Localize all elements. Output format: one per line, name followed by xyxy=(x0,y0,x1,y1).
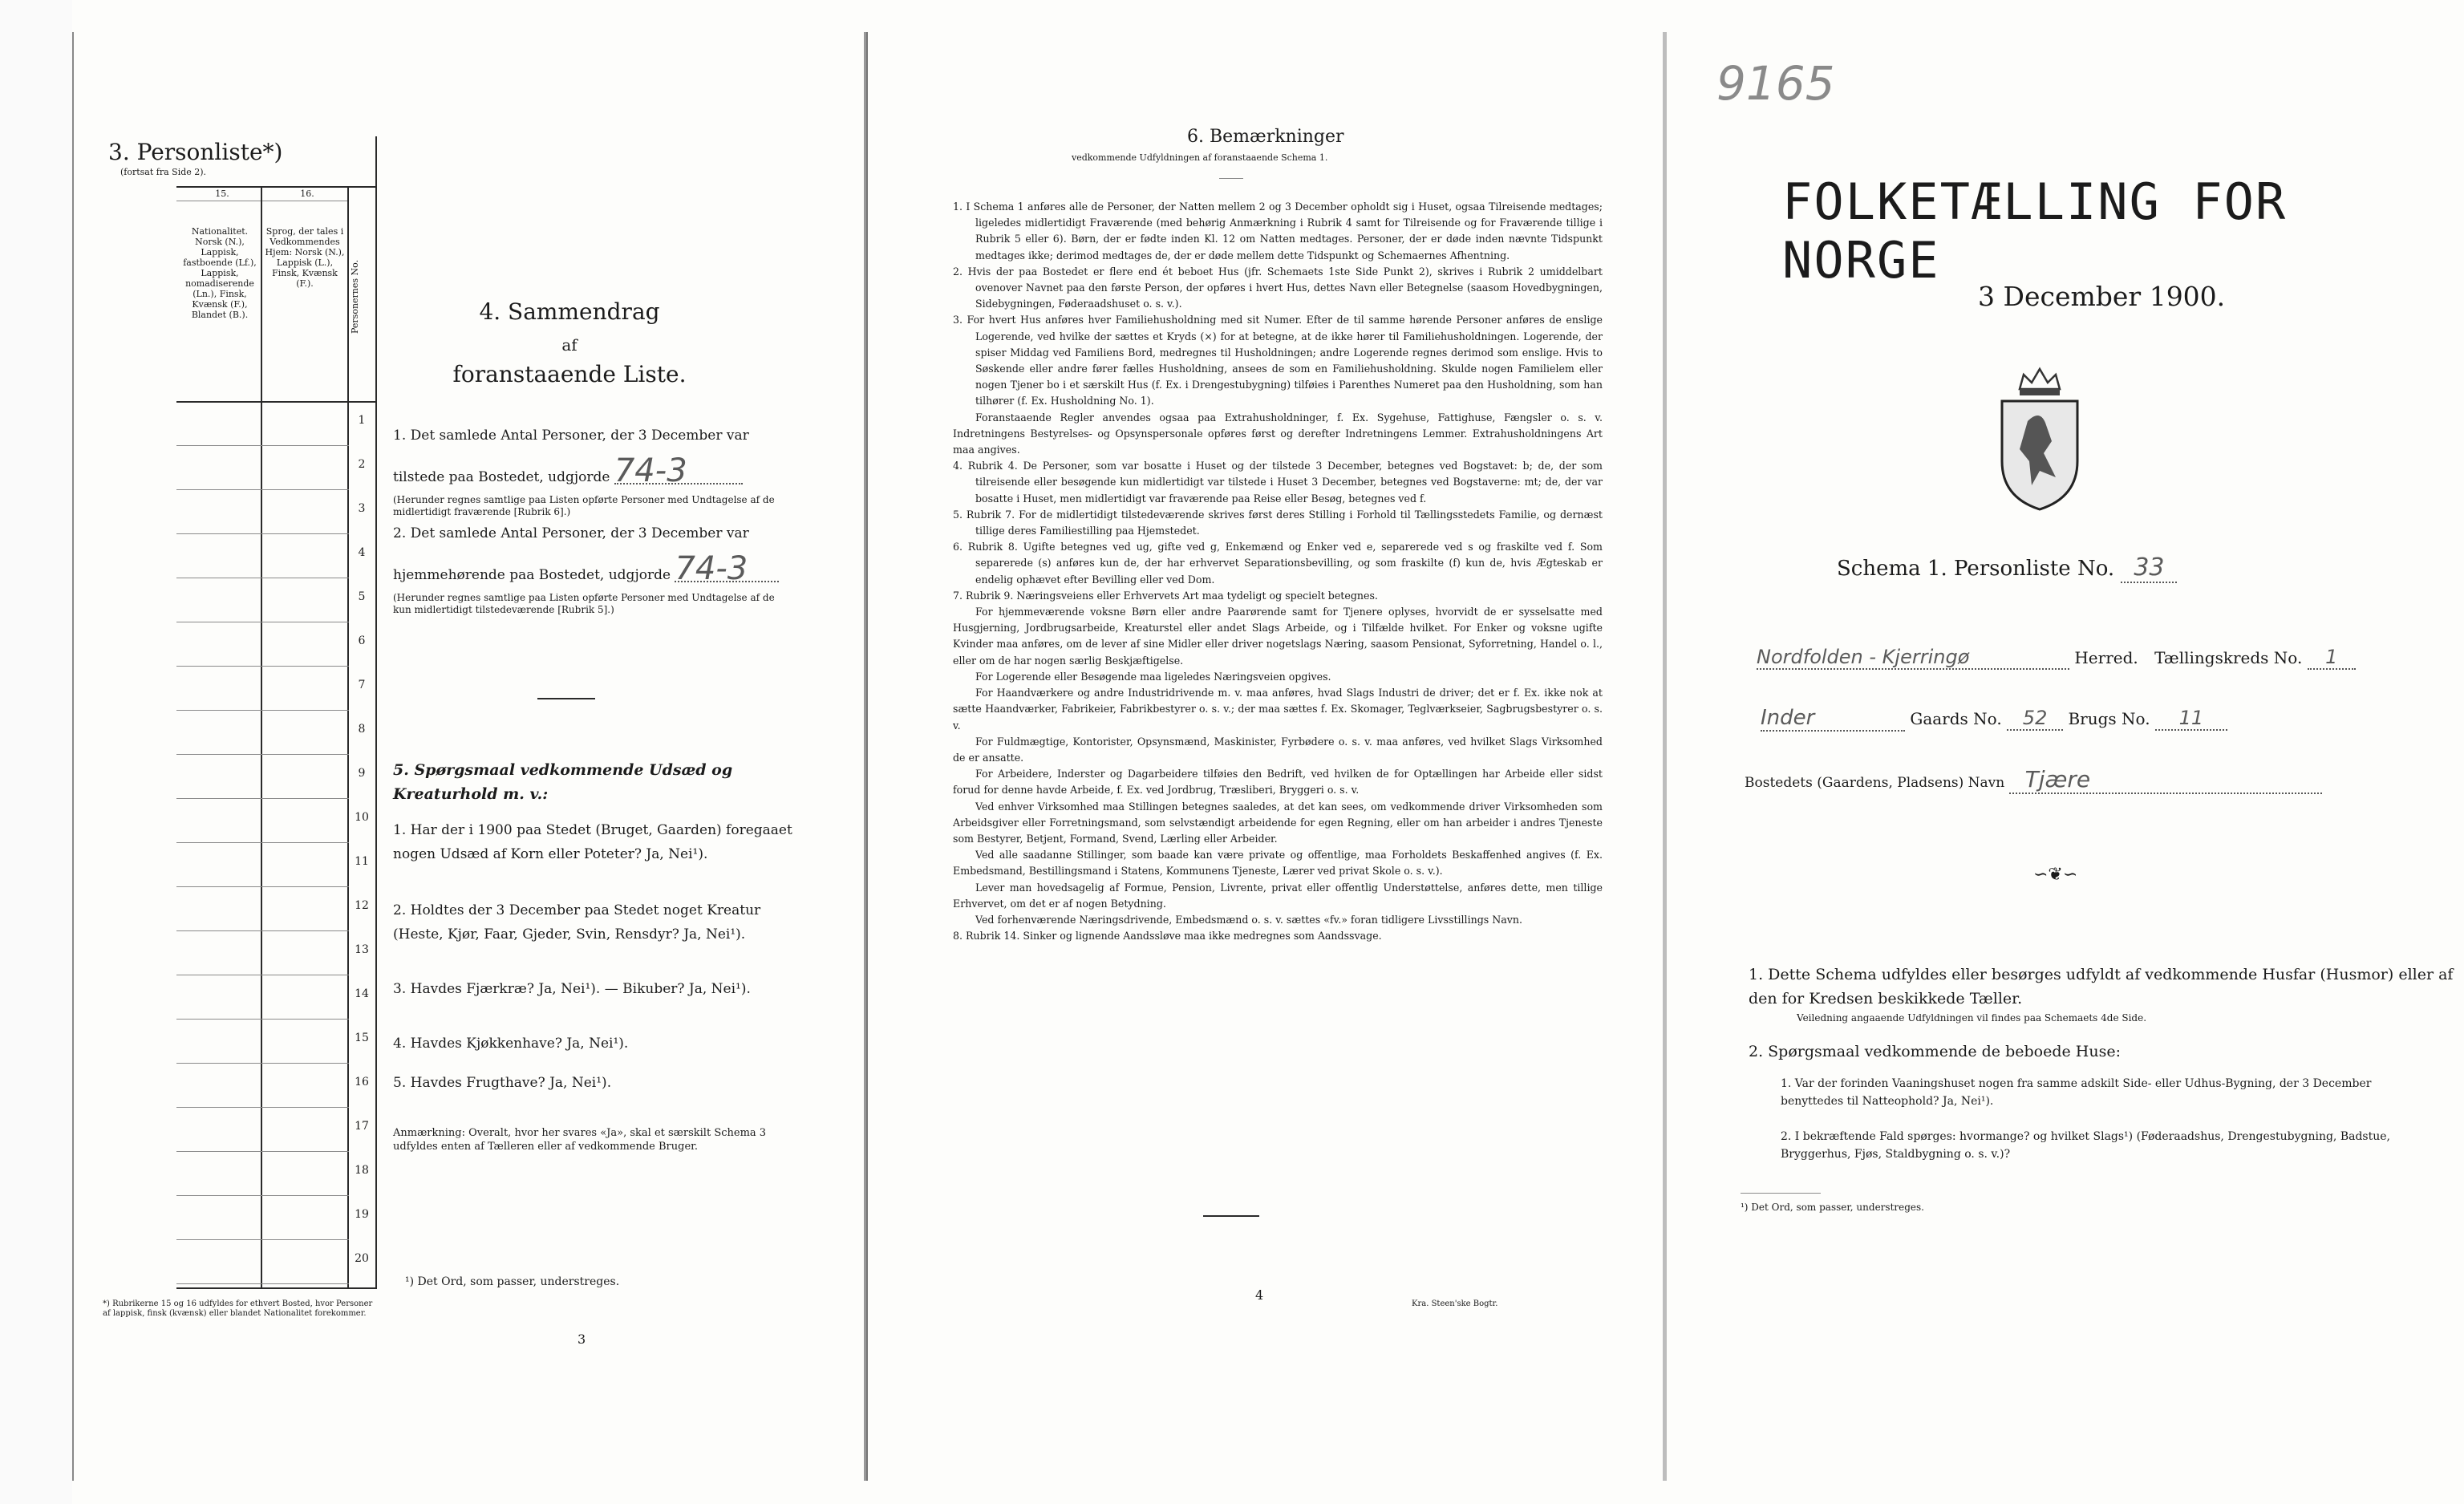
item2-line-a: 2. Det samlede Antal Personer, der 3 December var xyxy=(393,525,749,541)
house-question-1: 1. Var der forinden Vaaningshuset nogen fra samme adskilt Side- eller Udhus-Bygning, der 3 December benyttedes til Natteophold? Ja, Nei¹). xyxy=(1781,1077,2372,1108)
table-row-rule xyxy=(176,930,349,931)
item2-line-b xyxy=(393,550,810,587)
bosted-line xyxy=(1745,766,2322,794)
kreds-label: Tællingskreds No. xyxy=(2154,648,2303,667)
table-bottom-rule xyxy=(176,1287,377,1289)
personliste-subtitle: (fortsat fra Side 2). xyxy=(120,167,207,177)
table-row-number: 13 xyxy=(355,943,369,956)
herred-line xyxy=(1757,646,2356,670)
question-4: 4. Havdes Kjøkkenhave? Ja, Nei¹). xyxy=(393,1036,629,1052)
table-row-number: 4 xyxy=(358,546,366,559)
schema-line xyxy=(1837,553,2177,583)
remarks-body xyxy=(953,199,1603,944)
remarks-paragraph: 3. For hvert Hus anføres hver Familiehusholdning med sit Numer. Efter de til samme hørende Personer anføres de enslige Logerende, ved hvilke der sættes et Kryds (×) for at betegne, at de ikke hører til Familiehusholdningen. Logerende, der spiser Middag ved Familiens Bord, medregnes til Husholdningen; andre Logerende regnes derimod som enslige. Hvis to Søskende eller andre fører fælles Husholdning, ansees de som en Familiehusholdning. Skulde nogen Familielem eller nogen Tjener bo i et særskilt Hus (f. Ex. i Drengestubygning) tilføies i Parenthes Numeret paa den Husholdning, som han tilhører (f. Ex. Husholdning No. 1). xyxy=(953,314,1603,407)
personliste-title: 3. Personliste*) xyxy=(108,139,283,165)
table-row-rule xyxy=(176,1107,349,1108)
left-margin xyxy=(0,0,72,1504)
table-row-number: 10 xyxy=(355,811,369,824)
item2-value: 74-3 xyxy=(675,557,779,582)
item1-value: 74-3 xyxy=(614,459,743,484)
separator-rule xyxy=(537,698,595,699)
table-row-rule xyxy=(176,489,349,490)
table-row-number: 3 xyxy=(358,502,366,515)
printer-credit: Kra. Steen'ske Bogtr. xyxy=(1412,1299,1498,1308)
table-row-rule xyxy=(176,445,349,446)
table-row-rule xyxy=(176,842,349,843)
remarks-paragraph: 6. Rubrik 8. Ugifte betegnes ved ug, gifte ved g, Enkemænd og Enker ved e, separerede ved s og fraskilte ved f. Som separerede (s) anføres kun de, der har erhvervet Separationsbevilling, og som fraskilte (f) kun de, hvis Ægteskab er endelig ophævet efter Bevilling eller ved Dom. xyxy=(953,541,1603,586)
schema-number: 33 xyxy=(2121,553,2177,583)
table-col-divider-2 xyxy=(347,186,349,1289)
page1-page-number: 3 xyxy=(578,1332,586,1347)
table-row-rule xyxy=(176,1195,349,1196)
table-row-rule xyxy=(176,1063,349,1064)
gaards-number: 52 xyxy=(2007,707,2063,731)
table-right-border xyxy=(375,136,377,1289)
table-row-rule xyxy=(176,1151,349,1152)
table-row-number: 12 xyxy=(355,899,369,912)
question-3: 3. Havdes Fjærkræ? Ja, Nei¹). — Bikuber? Ja, Nei¹). xyxy=(393,981,751,997)
remarks-paragraph: 4. Rubrik 4. De Personer, som var bosatte i Huset og der tilstede 3 December, betegnes ved Bogstavet: b; de, der som tilreisende eller besøgende kun midlertidigt var tilstede i Huset 3 December, betegnes ved Bogstaverne: mt; de, der var bosatte i Huset, men midlertidigt var fraværende paa Reise eller Besøg, betegnes ved f. xyxy=(953,460,1603,505)
table-row-number: 15 xyxy=(355,1032,369,1044)
item1-line-a: 1. Det samlede Antal Personer, der 3 December var xyxy=(393,428,749,444)
remarks-paragraph: For Logerende eller Besøgende maa ligeledes Næringsveien opgives. xyxy=(975,670,1331,683)
house-question-2: 2. I bekræftende Fald spørges: hvormange? og hvilket Slags¹) (Føderaadshus, Drengestubygning, Badstue, Bryggerhus, Fjøs, Staldbygning o. s. v.)? xyxy=(1781,1130,2390,1161)
col15-header: Nationalitet. Norsk (N.), Lappisk, fastboende (Lf.), Lappisk, nomadiserende (Ln.), Finsk, Kvænsk (F.), Blandet (B.). xyxy=(183,226,257,320)
table-row-rule xyxy=(176,1239,349,1240)
remarks-paragraph: Lever man hovedsagelig af Formue, Pension, Livrente, privat eller offentlig Understøttelse, anføres dette, men tillige Erhvervet, om det er af nogen Betydning. xyxy=(953,881,1603,910)
table-row-rule xyxy=(176,533,349,534)
table-row-number: 17 xyxy=(355,1120,369,1133)
table-row-number: 11 xyxy=(355,855,369,868)
summary-title-of: af xyxy=(561,335,578,355)
brugs-label: Brugs No. xyxy=(2068,709,2150,728)
remarks-paragraph: Ved alle saadanne Stillinger, som baade kan være private og offentlige, maa Forholdets Beskaffenhed angives (f. Ex. Embedsmand, Bestillingsmand i Statens, Kommunens Tjeneste, Lærer ved privat Skole o. s. v.). xyxy=(953,849,1603,878)
table-row-number: 1 xyxy=(358,414,366,427)
page1-footnote: ¹) Det Ord, som passer, understreges. xyxy=(405,1275,620,1288)
anmerkning: Anmærkning: Overalt, hvor her svares «Ja», skal et særskilt Schema 3 udfyldes enten af Tælleren eller af vedkommende Bruger. xyxy=(393,1127,767,1153)
item2-note: (Herunder regnes samtlige paa Listen opførte Personer med Undtagelse af de kun midlertidigt tilstedeværende [Rubrik 5].) xyxy=(393,592,775,615)
table-row-number: 7 xyxy=(358,679,366,691)
table-row-number: 18 xyxy=(355,1164,369,1177)
remarks-paragraph: Foranstaaende Regler anvendes ogsaa paa Extrahusholdninger, f. Ex. Sygehuse, Fattighuse, Fængsler o. s. v. Indretningens Bestyrelses- og Opsynspersonale opføres først og derefter Indretningens Lemmer. Extrahusholdningens Art maa angives. xyxy=(953,411,1603,456)
table-row-number: 14 xyxy=(355,987,369,1000)
col16-number: 16. xyxy=(300,189,314,199)
remarks-paragraph: 5. Rubrik 7. For de midlertidigt tilstedeværende skrives først deres Stilling i Forhold til Tællingsstedets Familie, og dernæst tillige deres Familiestilling paa Hjemstedet. xyxy=(953,508,1603,537)
herred-label: Herred. xyxy=(2074,648,2138,667)
remarks-paragraph: For Fuldmægtige, Kontorister, Opsynsmænd, Maskinister, Fyrbødere o. s. v. maa anføres, ved hvilket Slags Virksomhed de er ansatte. xyxy=(953,735,1603,764)
page2-page-number: 4 xyxy=(1255,1287,1264,1303)
table-row-rule xyxy=(176,710,349,711)
summary-subtitle: foranstaaende Liste. xyxy=(452,361,687,387)
remarks-paragraph: 2. Hvis der paa Bostedet er flere end ét beboet Hus (jfr. Schemaets 1ste Side Punkt 2), skrives i Rubrik 2 umiddelbart ovenover Navnet paa den første Person, der opføres i hvert Hus, dettes Navn eller Betegnelse (saasom Hovedbygningen, Sidebygningen, Føderaadshuset o. s. v.). xyxy=(953,265,1603,310)
remarks-paragraph: Ved enhver Virksomhed maa Stillingen betegnes saaledes, at det kan sees, om vedkommende driver Virksomheden som Arbeidsgiver eller Forretningsmand, som selvstændigt arbeidende for egen Regning, eller om han arbeider i andres Tjeneste som Bestyrer, Betjent, Formand, Svend, Lærling eller Arbeider. xyxy=(953,800,1603,845)
remarks-paragraph: 7. Rubrik 9. Næringsveiens eller Erhvervets Art maa tydeligt og specielt betegnes. xyxy=(953,589,1378,602)
remarks-rule xyxy=(1219,178,1243,179)
table-row-number: 2 xyxy=(358,458,366,471)
col15-number: 15. xyxy=(215,189,229,199)
remarks-end-rule xyxy=(1203,1215,1259,1217)
table-row-number: 9 xyxy=(358,767,366,780)
herred-value: Nordfolden - Kjerringø xyxy=(1757,646,2069,670)
item2-label: hjemmehørende paa Bostedet, udgjorde xyxy=(393,567,671,583)
table-row-number: 8 xyxy=(358,723,366,736)
remarks-paragraph: For Arbeidere, Inderster og Dagarbeidere tilføies den Bedrift, ved hvilken de for Optællingen har Arbeide eller sidst forud for denne havde Arbeide, f. Ex. ved Jordbrug, Træsliberi, Bryggeri o. s. v. xyxy=(953,768,1603,797)
col-person-number: Personernes No. xyxy=(350,259,360,334)
question-2: 2. Holdtes der 3 December paa Stedet noget Kreatur (Heste, Kjør, Faar, Gjeder, Svin, Rensdyr? Ja, Nei¹). xyxy=(393,902,761,943)
table-row-number: 6 xyxy=(358,634,366,647)
page3-footnote: ¹) Det Ord, som passer, understreges. xyxy=(1741,1202,1924,1213)
table-row-rule xyxy=(176,886,349,887)
footnote-rule xyxy=(1741,1193,1821,1194)
archive-number: 9165 xyxy=(1716,56,1835,111)
question-5: 5. Havdes Frugthave? Ja, Nei¹). xyxy=(393,1075,612,1091)
brugs-number: 11 xyxy=(2155,707,2227,731)
table-row-rule xyxy=(176,1019,349,1020)
kreds-number: 1 xyxy=(2308,646,2356,670)
table-row-rule xyxy=(176,666,349,667)
ornament-icon: ∽❦∽ xyxy=(2033,865,2078,885)
question-1: 1. Har der i 1900 paa Stedet (Bruget, Gaarden) foregaaet nogen Udsæd af Korn eller Poteter? Ja, Nei¹). xyxy=(393,822,792,862)
schema-label: Schema 1. Personliste No. xyxy=(1837,557,2115,581)
gaards-line xyxy=(1761,706,2227,732)
table-col-divider-1 xyxy=(261,186,262,1289)
under-value: Inder xyxy=(1761,706,1905,732)
bosted-label: Bostedets (Gaardens, Pladsens) Navn xyxy=(1745,775,2005,791)
remarks-subtitle: vedkommende Udfyldningen af foranstaaende Schema 1. xyxy=(1072,152,1328,163)
remarks-title: 6. Bemærkninger xyxy=(1187,127,1344,147)
table-row-rule xyxy=(176,754,349,755)
summary-item-1 xyxy=(393,424,810,518)
table-row-rule xyxy=(176,798,349,799)
bosted-value: Tjære xyxy=(2009,766,2322,794)
coat-of-arms-icon xyxy=(1996,365,2084,513)
item1-label: tilstede paa Bostedet, udgjorde xyxy=(393,469,610,485)
table-row-number: 19 xyxy=(355,1208,369,1221)
gaards-label: Gaards No. xyxy=(1910,709,2002,728)
census-date: 3 December 1900. xyxy=(1978,281,2226,312)
table-row-number: 16 xyxy=(355,1076,369,1088)
remarks-paragraph: Ved forhenværende Næringsdrivende, Embedsmænd o. s. v. sættes «fv.» foran tidligere Livsstillings Navn. xyxy=(975,913,1523,926)
instruction-2: 2. Spørgsmaal vedkommende de beboede Huse: xyxy=(1749,1043,2121,1060)
col16-header: Sprog, der tales i Vedkommendes Hjem: Norsk (N.), Lappisk (L.), Finsk, Kvænsk (F.). xyxy=(265,226,345,289)
remarks-paragraph: 8. Rubrik 14. Sinker og lignende Aandssløve maa ikke medregnes som Aandssvage. xyxy=(953,930,1382,943)
remarks-paragraph: For hjemmeværende voksne Børn eller andre Paarørende samt for Tjenere oplyses, hvorvidt de er sysselsatte med Husgjerning, Jordbrugsarbeide, Kreaturstel eller andet Slags Arbeide, og i Tilfælde hvilket. For Enker og voksne ugifte Kvinder maa anføres, om de lever af sine Midler eller driver nogetslags Næring, saasom Pensionat, Syforretning, Handel o. l., eller om de har nogen særlig Beskjæftigelse. xyxy=(953,606,1603,667)
summary-item-2 xyxy=(393,521,810,616)
table-footnote: *) Rubrikerne 15 og 16 udfyldes for ethvert Bosted, hvor Personer af lappisk, finsk (kvænsk) eller blandet Nationalitet forekommer. xyxy=(103,1299,373,1318)
remarks-paragraph: 1. I Schema 1 anføres alle de Personer, der Natten mellem 2 og 3 December opholdt sig i Huset, ogsaa Tilreisende medtages; ligeledes midlertidigt Fraværende (med behørig Anmærkning i Rubrik 4 samt for Tilreisende og for Fraværende tillige i Rubrik 5 eller 6). Børn, der er fødte inden Kl. 12 om Natten medtages. Personer, der er døde inden nævnte Tidspunkt medtages ikke; derimod medtages de, der er døde mellem dette Tidspunkt og Schemaernes Afhentning. xyxy=(953,201,1603,261)
section5-title: 5. Spørgsmaal vedkommende Udsæd og Kreaturhold m. v.: xyxy=(393,761,733,803)
item1-line-b xyxy=(393,452,810,489)
census-title: FOLKETÆLLING FOR NORGE xyxy=(1782,172,2288,290)
table-row-number: 20 xyxy=(355,1252,369,1265)
item1-note: (Herunder regnes samtlige paa Listen opførte Personer med Undtagelse af de midlertidigt fraværende [Rubrik 6].) xyxy=(393,494,775,517)
table-row-number: 5 xyxy=(358,590,366,603)
instruction-1-note: Veiledning angaaende Udfyldningen vil findes paa Schemaets 4de Side. xyxy=(1797,1012,2147,1024)
remarks-paragraph: For Haandværkere og andre Industridrivende m. v. maa anføres, hvad Slags Industri de driver; det er f. Ex. ikke nok at sætte Haandværker, Fabrikeier, Fabrikbestyrer o. s. v.; der maa sættes f. Ex. Skomager, Teglværkseier, Sagbrugsbestyrer o. s. v. xyxy=(953,687,1603,732)
summary-title: 4. Sammendrag xyxy=(479,298,660,325)
instruction-1: 1. Dette Schema udfyldes eller besørges udfyldt af vedkommende Husfar (Husmor) eller af den for Kredsen beskikkede Tæller. xyxy=(1749,966,2454,1007)
table-row-rule xyxy=(176,1283,349,1284)
